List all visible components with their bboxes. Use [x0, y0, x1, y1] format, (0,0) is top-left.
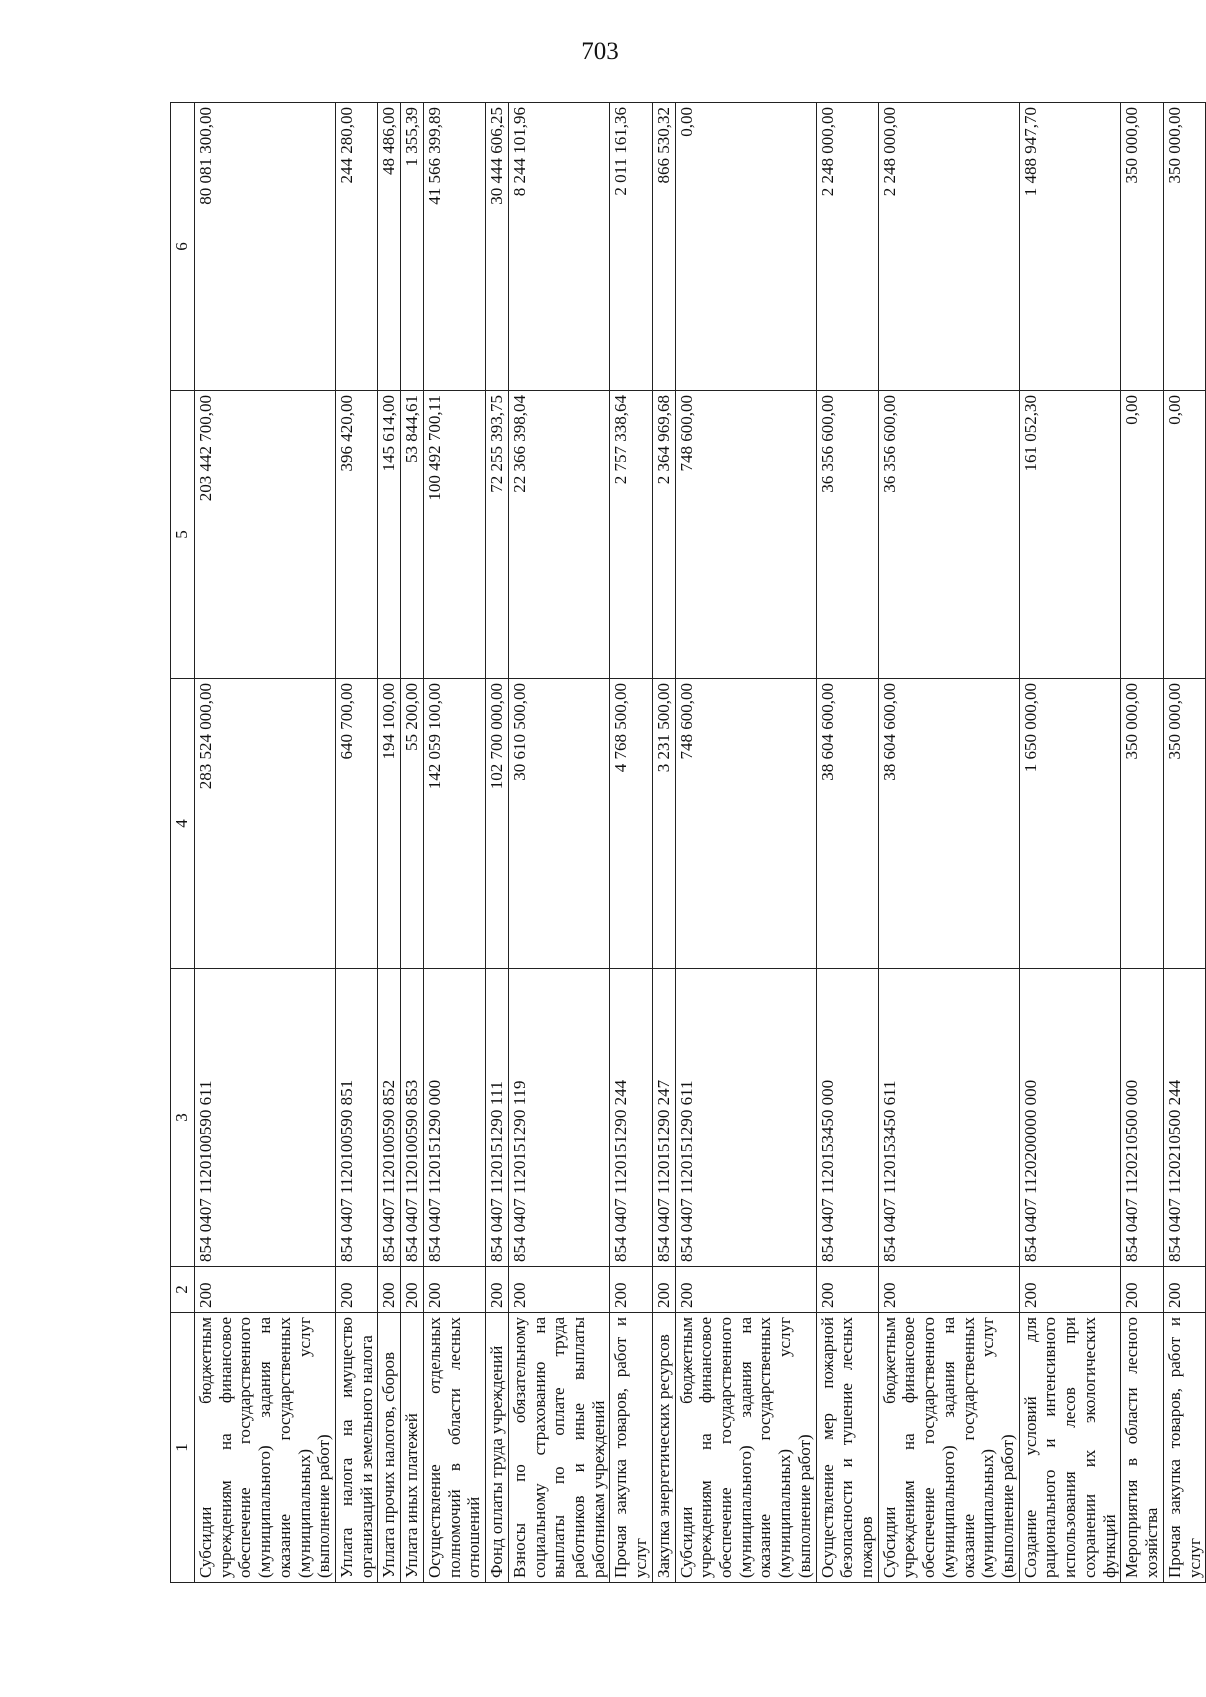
row-approved-cell: 3 231 500,00	[652, 679, 675, 969]
row-unexecuted-cell: 1 488 947,70	[1019, 103, 1121, 391]
row-code-cell: 200	[423, 1267, 485, 1313]
row-name-cell: Мероприятия в области лесного хозяйства	[1121, 1313, 1163, 1583]
row-classification-cell: 854 0407 1120153450 000	[816, 969, 878, 1267]
table-row	[1163, 103, 1205, 1583]
row-approved-cell: 748 600,00	[675, 679, 816, 969]
row-classification-cell: 854 0407 1120100590 852	[378, 969, 401, 1267]
table-row	[195, 103, 336, 1583]
row-code-cell: 200	[401, 1267, 424, 1313]
header-cell: 6	[171, 103, 195, 391]
row-name-cell: Уплата налога на имущество организаций и земельного налога	[336, 1313, 378, 1583]
row-code-cell: 200	[878, 1267, 1019, 1313]
row-name-cell: Субсидии бюджетным учреждениям на финансовое обеспечение государственного (муниципального) задания на оказание государственных (муниципальных) услуг (выполнение работ)	[195, 1313, 336, 1583]
row-name-cell: Прочая закупка товаров, работ и услуг	[610, 1313, 652, 1583]
row-classification-cell: 854 0407 1120151290 247	[652, 969, 675, 1267]
row-unexecuted-cell: 2 011 161,36	[610, 103, 652, 391]
row-executed-cell: 22 366 398,04	[508, 391, 610, 679]
row-approved-cell: 38 604 600,00	[816, 679, 878, 969]
budget-table	[170, 102, 1206, 1583]
row-executed-cell: 203 442 700,00	[195, 391, 336, 679]
header-cell: 3	[171, 969, 195, 1267]
header-cell: 2	[171, 1267, 195, 1313]
table-row	[508, 103, 610, 1583]
table-row	[486, 103, 509, 1583]
row-unexecuted-cell: 2 248 000,00	[878, 103, 1019, 391]
row-executed-cell: 145 614,00	[378, 391, 401, 679]
header-cell: 5	[171, 391, 195, 679]
row-approved-cell: 350 000,00	[1121, 679, 1163, 969]
row-name-cell: Осуществление отдельных полномочий в области лесных отношений	[423, 1313, 485, 1583]
row-approved-cell: 194 100,00	[378, 679, 401, 969]
table-row	[675, 103, 816, 1583]
row-name-cell: Субсидии бюджетным учреждениям на финансовое обеспечение государственного (муниципального) задания на оказание государственных (муниципальных) услуг (выполнение работ)	[878, 1313, 1019, 1583]
row-classification-cell: 854 0407 1120151290 244	[610, 969, 652, 1267]
row-name-cell: Фонд оплаты труда учреждений	[486, 1313, 509, 1583]
row-name-cell: Закупка энергетических ресурсов	[652, 1313, 675, 1583]
row-name-cell: Прочая закупка товаров, работ и услуг	[1163, 1313, 1205, 1583]
row-code-cell: 200	[336, 1267, 378, 1313]
row-name-cell: Осуществление мер пожарной безопасности и тушение лесных пожаров	[816, 1313, 878, 1583]
row-unexecuted-cell: 350 000,00	[1163, 103, 1205, 391]
row-unexecuted-cell: 48 486,00	[378, 103, 401, 391]
row-executed-cell: 396 420,00	[336, 391, 378, 679]
row-name-cell: Субсидии бюджетным учреждениям на финансовое обеспечение государственного (муниципального) задания на оказание государственных (муниципальных) услуг (выполнение работ)	[675, 1313, 816, 1583]
row-approved-cell: 38 604 600,00	[878, 679, 1019, 969]
table-row	[423, 103, 485, 1583]
row-unexecuted-cell: 244 280,00	[336, 103, 378, 391]
row-name-cell: Уплата иных платежей	[401, 1313, 424, 1583]
row-classification-cell: 854 0407 1120100590 611	[195, 969, 336, 1267]
row-executed-cell: 748 600,00	[675, 391, 816, 679]
row-approved-cell: 142 059 100,00	[423, 679, 485, 969]
row-executed-cell: 0,00	[1121, 391, 1163, 679]
header-row	[171, 103, 195, 1583]
table-row	[1121, 103, 1163, 1583]
row-unexecuted-cell: 0,00	[675, 103, 816, 391]
table-row	[1019, 103, 1121, 1583]
row-approved-cell: 4 768 500,00	[610, 679, 652, 969]
row-unexecuted-cell: 350 000,00	[1121, 103, 1163, 391]
row-code-cell: 200	[195, 1267, 336, 1313]
row-approved-cell: 102 700 000,00	[486, 679, 509, 969]
row-unexecuted-cell: 41 566 399,89	[423, 103, 485, 391]
row-approved-cell: 1 650 000,00	[1019, 679, 1121, 969]
row-classification-cell: 854 0407 1120151290 611	[675, 969, 816, 1267]
row-classification-cell: 854 0407 1120151290 111	[486, 969, 509, 1267]
row-classification-cell: 854 0407 1120153450 611	[878, 969, 1019, 1267]
table-row	[816, 103, 878, 1583]
row-classification-cell: 854 0407 1120200000 000	[1019, 969, 1121, 1267]
table-row	[378, 103, 401, 1583]
row-code-cell: 200	[652, 1267, 675, 1313]
row-code-cell: 200	[675, 1267, 816, 1313]
row-unexecuted-cell: 1 355,39	[401, 103, 424, 391]
table-row	[652, 103, 675, 1583]
row-code-cell: 200	[508, 1267, 610, 1313]
table-row	[878, 103, 1019, 1583]
row-unexecuted-cell: 8 244 101,96	[508, 103, 610, 391]
row-executed-cell: 2 757 338,64	[610, 391, 652, 679]
row-code-cell: 200	[816, 1267, 878, 1313]
row-name-cell: Взносы по обязательному социальному страхованию на выплаты по оплате труда работников и иные выплаты работникам учреждений	[508, 1313, 610, 1583]
rotated-table-container	[170, 103, 1204, 1583]
page-number: 703	[581, 38, 619, 65]
row-unexecuted-cell: 2 248 000,00	[816, 103, 878, 391]
table-row	[401, 103, 424, 1583]
row-classification-cell: 854 0407 1120151290 000	[423, 969, 485, 1267]
row-executed-cell: 72 255 393,75	[486, 391, 509, 679]
row-code-cell: 200	[610, 1267, 652, 1313]
row-code-cell: 200	[1121, 1267, 1163, 1313]
header-cell: 4	[171, 679, 195, 969]
row-code-cell: 200	[1019, 1267, 1121, 1313]
row-classification-cell: 854 0407 1120151290 119	[508, 969, 610, 1267]
table-row	[336, 103, 378, 1583]
row-classification-cell: 854 0407 1120100590 853	[401, 969, 424, 1267]
row-classification-cell: 854 0407 1120210500 000	[1121, 969, 1163, 1267]
row-executed-cell: 100 492 700,11	[423, 391, 485, 679]
row-executed-cell: 53 844,61	[401, 391, 424, 679]
row-approved-cell: 55 200,00	[401, 679, 424, 969]
table-body	[195, 103, 1206, 1583]
row-executed-cell: 2 364 969,68	[652, 391, 675, 679]
row-code-cell: 200	[378, 1267, 401, 1313]
row-name-cell: Создание условий для рационального и интенсивного использования лесов при сохранении их экологических функций	[1019, 1313, 1121, 1583]
row-approved-cell: 350 000,00	[1163, 679, 1205, 969]
row-executed-cell: 36 356 600,00	[816, 391, 878, 679]
header-cell: 1	[171, 1313, 195, 1583]
row-approved-cell: 30 610 500,00	[508, 679, 610, 969]
row-name-cell: Уплата прочих налогов, сборов	[378, 1313, 401, 1583]
row-classification-cell: 854 0407 1120210500 244	[1163, 969, 1205, 1267]
row-unexecuted-cell: 80 081 300,00	[195, 103, 336, 391]
row-approved-cell: 640 700,00	[336, 679, 378, 969]
row-unexecuted-cell: 866 530,32	[652, 103, 675, 391]
row-executed-cell: 36 356 600,00	[878, 391, 1019, 679]
row-classification-cell: 854 0407 1120100590 851	[336, 969, 378, 1267]
row-executed-cell: 161 052,30	[1019, 391, 1121, 679]
row-code-cell: 200	[486, 1267, 509, 1313]
row-executed-cell: 0,00	[1163, 391, 1205, 679]
table-row	[610, 103, 652, 1583]
row-approved-cell: 283 524 000,00	[195, 679, 336, 969]
row-unexecuted-cell: 30 444 606,25	[486, 103, 509, 391]
row-code-cell: 200	[1163, 1267, 1205, 1313]
